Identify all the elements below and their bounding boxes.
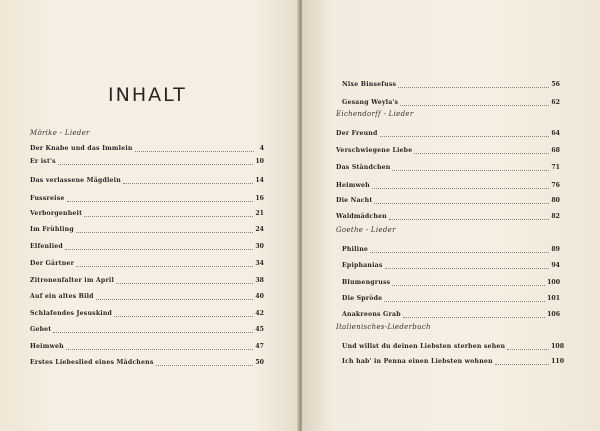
toc-entry: Blumengruss 100 — [342, 279, 560, 286]
toc-entry: Verborgenheit 21 — [30, 210, 264, 217]
toc-entry: Der Gärtner 34 — [30, 260, 264, 267]
toc-entry: Heimweh 47 — [30, 343, 264, 350]
toc-entry: Erstes Liebeslied eines Mädchens 50 — [30, 359, 264, 366]
toc-entry: Schlafendes Jesuskind 42 — [30, 310, 264, 317]
section-goethe: Goethe - Lieder — [336, 226, 396, 234]
toc-entry: Anakreons Grab 106 — [342, 311, 560, 318]
section-italienisch: Italienisches-Liederbuch — [336, 323, 431, 331]
toc-entry: Epiphanias 94 — [342, 262, 560, 269]
toc-entry: Auf ein altes Bild 40 — [30, 293, 264, 300]
toc-entry: Und willst du deinen Liebsten sterben sehen 108 — [342, 343, 564, 350]
toc-entry: Im Frühling 24 — [30, 226, 264, 233]
toc-entry: Das Ständchen 71 — [336, 164, 560, 171]
section-moerike: Mörike - Lieder — [30, 129, 90, 137]
toc-entry: Nixe Binsefuss 56 — [342, 81, 560, 88]
toc-entry: Gesang Weyla's 62 — [342, 99, 560, 106]
toc-entry: Die Spröde 101 — [342, 295, 560, 302]
toc-entry: Ich hab' in Penna einen Liebsten wohnen 110 — [342, 358, 564, 365]
toc-entry: Elfenlied 30 — [30, 243, 264, 250]
toc-entry: Der Knabe und das Immlein 4 — [30, 145, 264, 152]
toc-entry: Gebet 45 — [30, 326, 264, 333]
toc-entry: Verschwiegene Liebe 68 — [336, 147, 560, 154]
right-page — [302, 0, 600, 431]
toc-entry: Waldmädchen 82 — [336, 213, 560, 220]
page-title: INHALT — [108, 84, 187, 106]
toc-entry: Er ist's 10 — [30, 158, 264, 165]
toc-entry: Heimweh 76 — [336, 182, 560, 189]
toc-entry: Der Freund 64 — [336, 130, 560, 137]
toc-entry: Philine 89 — [342, 246, 560, 253]
toc-entry: Zitronenfalter im April 38 — [30, 277, 264, 284]
toc-entry: Die Nacht 80 — [336, 197, 560, 204]
toc-entry: Fussreise 16 — [30, 195, 264, 202]
toc-entry: Das verlassene Mägdlein 14 — [30, 177, 264, 184]
section-eichendorff: Eichendorff - Lieder — [336, 110, 414, 118]
